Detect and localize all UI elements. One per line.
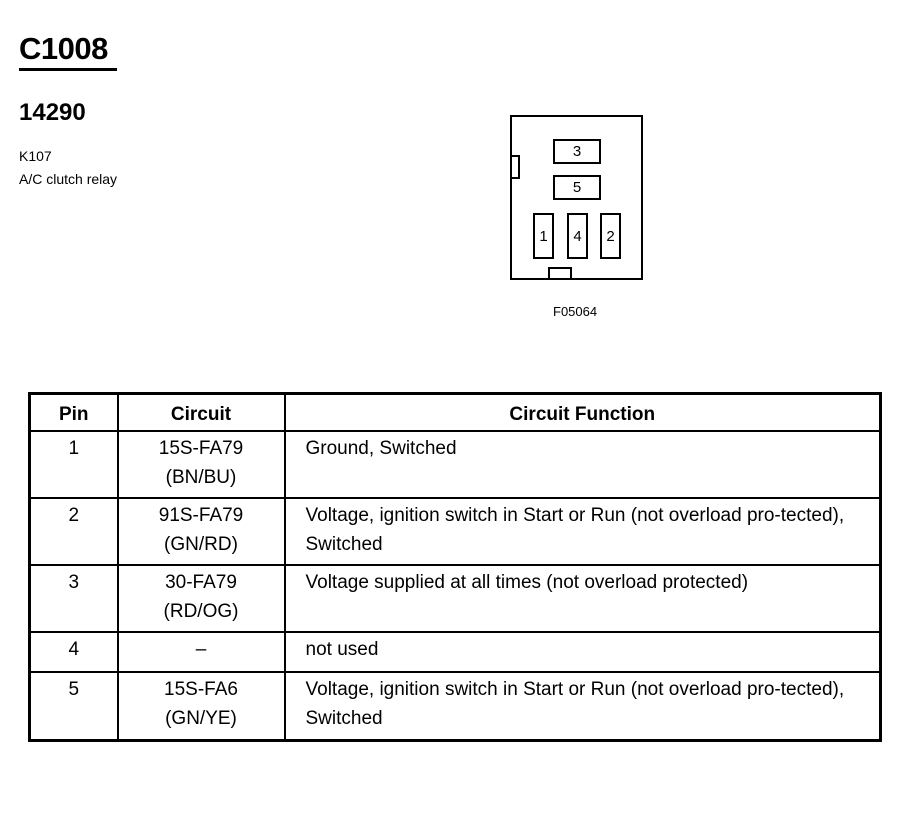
connector-id: C1008 bbox=[19, 30, 117, 71]
circuit-cell bbox=[118, 632, 285, 672]
cavity-2: 2 bbox=[600, 213, 621, 259]
pin-table bbox=[28, 392, 882, 742]
table-row bbox=[30, 431, 881, 498]
circuit-number: 15S-FA6 bbox=[164, 679, 238, 700]
circuit-number: 30-FA79 bbox=[165, 572, 237, 593]
pin-cell: 3 bbox=[30, 565, 118, 632]
pin-cell: 5 bbox=[30, 672, 118, 741]
function-cell: Ground, Switched bbox=[285, 431, 881, 498]
function-cell: Voltage supplied at all times (not overload protected) bbox=[285, 565, 881, 632]
cavity-4: 4 bbox=[567, 213, 588, 259]
function-cell: not used bbox=[285, 632, 881, 672]
circuit-number: 15S-FA79 bbox=[158, 438, 244, 459]
connector-face-diagram bbox=[510, 115, 643, 280]
cavity-5: 5 bbox=[553, 175, 601, 200]
header-pin: Pin bbox=[30, 394, 118, 432]
pin-cell: 4 bbox=[30, 632, 118, 672]
table-header-row bbox=[30, 394, 881, 432]
component-name: A/C clutch relay bbox=[19, 171, 118, 187]
circuit-number: 91S-FA79 bbox=[158, 505, 244, 526]
table-row bbox=[30, 672, 881, 741]
wire-color: (BN/BU) bbox=[165, 467, 237, 488]
header-circuit-function: Circuit Function bbox=[285, 394, 881, 432]
wire-color: (RD/OG) bbox=[163, 601, 239, 622]
part-number: 14290 bbox=[19, 99, 86, 126]
circuit-cell bbox=[118, 498, 285, 565]
wire-color: (GN/YE) bbox=[165, 708, 237, 729]
figure-code: F05064 bbox=[553, 304, 598, 319]
circuit-cell bbox=[118, 431, 285, 498]
cavity-3: 3 bbox=[553, 139, 601, 164]
function-cell: Voltage, ignition switch in Start or Run (not overload pro-tected), Switched bbox=[285, 498, 881, 565]
component-code: K107 bbox=[19, 148, 52, 164]
header-circuit: Circuit bbox=[118, 394, 285, 432]
bottom-latch bbox=[548, 267, 572, 280]
table-row bbox=[30, 498, 881, 565]
table-row bbox=[30, 632, 881, 672]
table-row bbox=[30, 565, 881, 632]
pin-cell: 2 bbox=[30, 498, 118, 565]
function-cell: Voltage, ignition switch in Start or Run (not overload pro-tected), Switched bbox=[285, 672, 881, 741]
side-latch bbox=[510, 155, 520, 179]
circuit-number: – bbox=[195, 639, 207, 660]
pin-cell: 1 bbox=[30, 431, 118, 498]
cavity-1: 1 bbox=[533, 213, 554, 259]
circuit-cell bbox=[118, 672, 285, 741]
circuit-cell bbox=[118, 565, 285, 632]
wire-color: (GN/RD) bbox=[164, 534, 238, 555]
